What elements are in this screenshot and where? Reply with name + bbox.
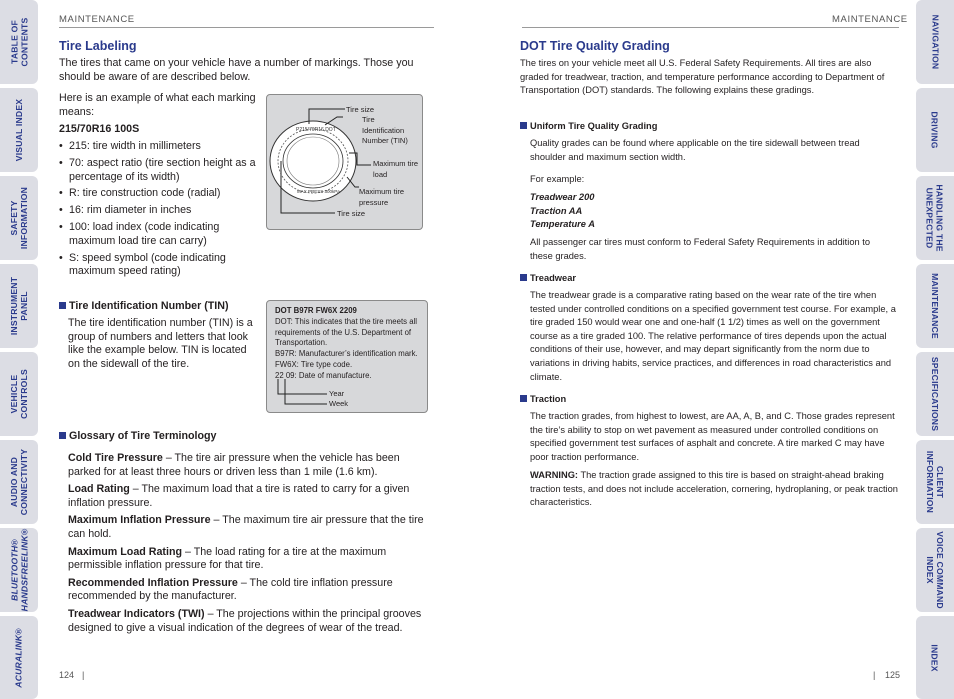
dot-grading-title: DOT Tire Quality Grading	[520, 39, 670, 53]
tab-maintenance[interactable]: MAINTENANCE	[916, 264, 954, 348]
uniform-text: Quality grades can be found where applicable on the tire sidewall between tread shoulder and maximum section width.	[530, 138, 860, 162]
right-page-number: 125	[885, 670, 901, 680]
right-page-header: MAINTENANCE	[832, 14, 908, 25]
glossary-item: Recommended Inflation Pressure – The cold tire inflation pressure recommended by the manufacturer.	[68, 576, 393, 603]
section-marker	[59, 432, 66, 439]
section-marker	[520, 274, 527, 281]
left-header-rule	[59, 27, 434, 28]
treadwear-text: The treadwear grade is a comparative rating based on the wear rate of the tire when tested under controlled conditions on a specified government test course. For example, a tire graded 150 would wear one and one-half (1 1/2) times as well on the government course as a tire graded 100. The relative performance of tires depends upon the actual conditions of their use, however, and may depart significantly from the norm due to variations in driving habits, service practices, and differences in road characteristics and climate.	[530, 290, 896, 382]
traction-heading: Traction	[520, 393, 566, 407]
label-max-load: Maximum tire load	[373, 159, 419, 179]
example-traction: Traction AA	[530, 205, 583, 216]
tin-heading: Tire Identification Number (TIN)	[59, 300, 229, 314]
tab-visual-index[interactable]: VISUAL INDEX	[0, 88, 38, 172]
list-item: • 100: load index (code indicating maximum load tire can carry)	[59, 221, 261, 249]
label-tire-size-bottom: Tire size	[337, 209, 366, 218]
dot-grading-intro: The tires on your vehicle meet all U.S. Federal Safety Requirements. All tires are also graded for treadwear, traction, and temperature performance according to Department of Transportation (DOT) standards. The following explains these gradings.	[520, 58, 885, 96]
treadwear-heading: Treadwear	[520, 272, 576, 286]
tin-code: DOT B97R FW6X 2209	[275, 306, 357, 315]
glossary-item: Cold Tire Pressure – The tire air pressure when the vehicle has been parked for at least three hours or driven less than 1 mile (1.6 km).	[68, 452, 400, 478]
svg-text:P215/70R16 DOT: P215/70R16 DOT	[296, 127, 336, 133]
label-tire-size-top: Tire size	[346, 105, 375, 114]
right-nav-tabs	[916, 0, 954, 699]
for-example-label: For example:	[530, 174, 585, 184]
tin-line-dot: DOT: This indicates that the tire meets all requirements of the U.S. Department of Transportation.	[275, 316, 417, 348]
tire-sidewall-diagram	[266, 94, 423, 230]
right-header-rule	[522, 27, 899, 28]
tire-labeling-title: Tire Labeling	[59, 39, 137, 53]
tab-driving[interactable]: DRIVING	[916, 88, 954, 172]
label-max-pressure: Maximum tire pressure	[359, 187, 405, 207]
example-treadwear: Treadwear 200	[530, 192, 595, 202]
tin-example-box	[266, 300, 428, 413]
tab-specifications[interactable]: SPECIFICATIONS	[916, 352, 954, 436]
list-item: • 16: rim diameter in inches	[59, 204, 261, 218]
tin-year-label: Year	[329, 389, 345, 398]
tab-vehicle-controls[interactable]: VEHICLE CONTROLS	[0, 352, 38, 436]
tin-text: The tire identification number (TIN) is a group of numbers and letters that look like the example below. TIN is located on the sidewall of the tire.	[68, 317, 253, 370]
section-marker	[59, 302, 66, 309]
tab-table-of-contents[interactable]: TABLE OF CONTENTS	[0, 0, 38, 84]
tin-line-date: 22 09: Date of manufacture.	[275, 370, 372, 380]
uniform-text-2: All passenger car tires must conform to Federal Safety Requirements in addition to these grades.	[530, 237, 871, 261]
list-item: • S: speed symbol (code indicating maximum speed rating)	[59, 252, 261, 280]
example-code: 215/70R16 100S	[59, 123, 140, 135]
glossary-item: Maximum Load Rating – The load rating for a tire at the maximum permissible inflation pressure for that tire.	[68, 545, 387, 572]
tab-client-information[interactable]: CLIENT INFORMATION	[916, 440, 954, 524]
tab-handling-unexpected[interactable]: HANDLING THE UNEXPECTED	[916, 176, 954, 260]
svg-text:MAX PRESS 300kPa: MAX PRESS 300kPa	[297, 189, 340, 194]
right-page-separator: |	[873, 670, 876, 680]
list-item: • 70: aspect ratio (tire section height as a percentage of its width)	[59, 157, 261, 185]
tab-voice-command-index[interactable]: VOICE COMMAND INDEX	[916, 528, 954, 612]
left-nav-tabs	[0, 0, 38, 699]
tab-bluetooth-handsfreelink[interactable]: BLUETOOTH® HANDSFREELINK®	[0, 528, 38, 612]
glossary-list	[68, 452, 430, 639]
left-page-number: 124	[59, 670, 75, 680]
tab-acuralink[interactable]: ACURALINK®	[0, 616, 38, 699]
left-page-header: MAINTENANCE	[59, 14, 135, 25]
tire-code-bullets	[59, 140, 261, 282]
tire-labeling-intro: The tires that came on your vehicle have a number of markings. Those you should be aware of are described below.	[59, 57, 414, 83]
section-marker	[520, 122, 527, 129]
list-item: • R: tire construction code (radial)	[59, 187, 261, 201]
traction-text: The traction grades, from highest to lowest, are AA, A, B, and C. Those grades represent the tire’s ability to stop on wet pavement as measured under controlled conditions on specified government test surfaces of asphalt and concrete. A tire marked C may have poor traction performance.	[530, 411, 895, 462]
tab-index[interactable]: INDEX	[916, 616, 954, 699]
glossary-item: Load Rating – The maximum load that a tire is rated to carry for a given inflation pressure.	[68, 483, 410, 509]
example-intro: Here is an example of what each marking means:	[59, 92, 256, 118]
uniform-heading: Uniform Tire Quality Grading	[520, 120, 657, 134]
tab-instrument-panel[interactable]: INSTRUMENT PANEL	[0, 264, 38, 348]
glossary-heading: Glossary of Tire Terminology	[59, 430, 216, 444]
left-page-separator: |	[82, 670, 85, 680]
example-temperature: Temperature A	[530, 219, 595, 230]
tab-audio-connectivity[interactable]: AUDIO AND CONNECTIVITY	[0, 440, 38, 524]
glossary-item: Maximum Inflation Pressure – The maximum tire air pressure that the tire can hold.	[68, 514, 424, 540]
glossary-item: Treadwear Indicators (TWI) – The projections within the principal grooves designed to give a visual indication of the degrees of wear of the tread.	[68, 607, 422, 634]
traction-warning: WARNING: The traction grade assigned to this tire is based on straight-ahead braking traction tests, and does not include acceleration, cornering, hydroplaning, or peak traction characteristics.	[530, 470, 898, 508]
tin-line-type: FW6X: Tire type code.	[275, 359, 353, 369]
tab-safety-information[interactable]: SAFETY INFORMATION	[0, 176, 38, 260]
tab-navigation[interactable]: NAVIGATION	[916, 0, 954, 84]
section-marker	[520, 395, 527, 402]
grade-examples	[530, 191, 595, 232]
tin-week-label: Week	[329, 399, 349, 408]
tin-line-manufacturer: B97R: Manufacturer’s identification mark.	[275, 349, 418, 359]
tin-date-callouts	[267, 301, 427, 412]
list-item: • 215: tire width in millimeters	[59, 140, 261, 154]
label-tin: Tire Identification Number (TIN)	[362, 115, 408, 145]
